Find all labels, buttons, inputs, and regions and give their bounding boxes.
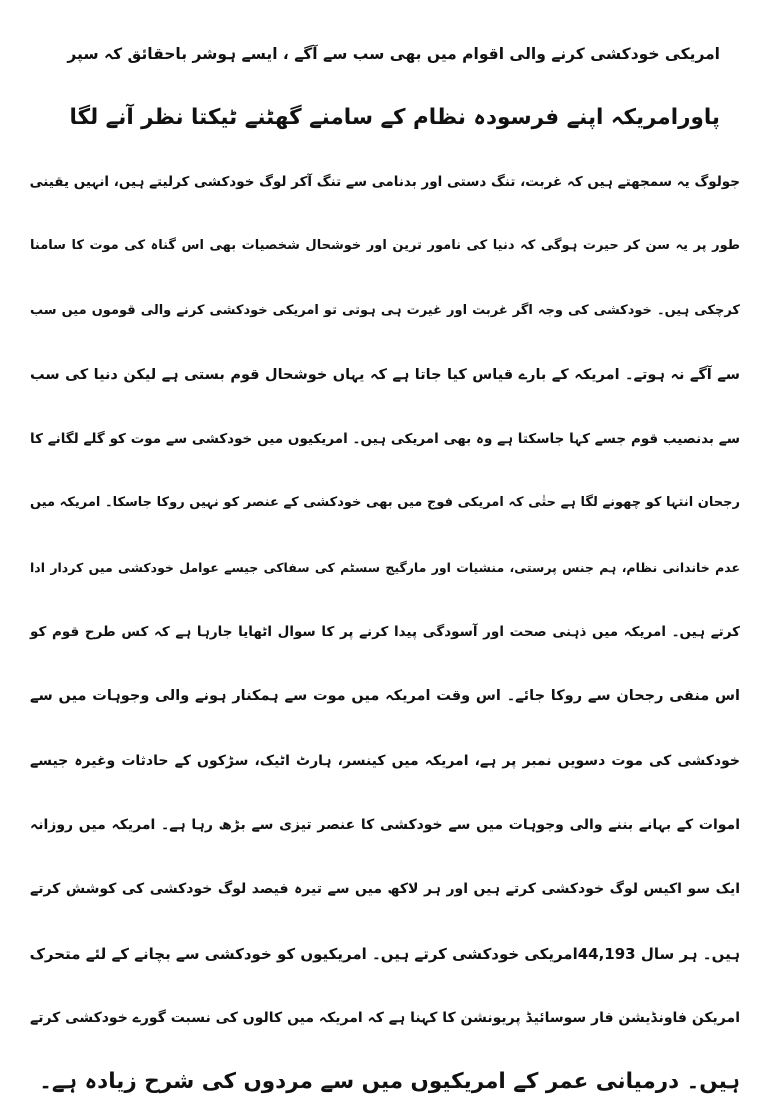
body-line: ہیں۔ ہر سال 44,193امریکی خودکشی کرتے ہیں۔ امریکیوں کو خودکشی سے بچانے کے لئے متحرک	[29, 944, 740, 963]
article-body	[30, 150, 740, 1114]
body-line: ایک سو اکیس لوگ خودکشی کرتے ہیں اور ہر لاکھ میں سے تیرہ فیصد لوگ خودکشی کی کوشش کرتے	[30, 881, 740, 898]
body-line: عدم خاندانی نظام، ہم جنس پرستی، منشیات اور مارگیج سسٹم کی سفاکی جیسے عوامل خودکشی میں کردار ادا	[30, 559, 740, 575]
body-line: کرچکی ہیں۔ خودکشی کی وجہ اگر غربت اور غیرت ہی ہوتی تو امریکی خودکشی کرنے والی قوموں میں سب	[30, 302, 740, 318]
body-line: امریکن فاونڈیشن فار سوسائیڈ پریونشن کا کہنا ہے کہ امریکہ میں کالوں کی نسبت گورے خودکشی کرتے	[30, 1009, 740, 1026]
body-line: سے آگے نہ ہوتے۔ امریکہ کے بارے قیاس کیا جاتا ہے کہ یہاں خوشحال قوم بستی ہے لیکن دنیا کی سب	[30, 366, 740, 383]
article-headline	[60, 22, 720, 150]
body-line: سے بدنصیب قوم جسے کہا جاسکتا ہے وہ بھی امریکی ہیں۔ امریکیوں میں خودکشی سے موت کو گلے لگانے کا	[30, 431, 740, 448]
body-line: اموات کے بہانے بننے والی وجوہات میں سے خودکشی کا عنصر تیزی سے بڑھ رہا ہے۔ امریکہ میں روزانہ	[30, 816, 740, 833]
body-line: رجحان انتہا کو چھونے لگا ہے حتٰی کہ امریکی فوج میں بھی خودکشی کے عنصر کو نہیں روکا جاسکا۔ امریکہ میں	[30, 495, 740, 511]
headline-line: پاورامریکہ اپنے فرسودہ نظام کے سامنے گھٹنے ٹیکتا نظر آنے لگا	[69, 105, 720, 130]
body-line: کرتے ہیں۔ امریکہ میں ذہنی صحت اور آسودگی پیدا کرنے پر کا سوال اٹھایا جارہا ہے کہ کس طرح قوم کو	[30, 624, 740, 641]
body-line: طور پر یہ سن کر حیرت ہوگی کہ دنیا کی نامور ترین اور خوشحال شخصیات بھی اس گناہ کی موت کا سامنا	[30, 238, 740, 254]
body-line: ہیں۔ درمیانی عمر کے امریکیوں میں سے مردوں کی شرح زیادہ ہے۔	[39, 1069, 740, 1095]
body-line: اس منفی رجحان سے روکا جائے۔ اس وقت امریکہ میں موت سے ہمکنار ہونے والی وجوہات میں سے	[30, 688, 740, 705]
headline-line: امریکی خودکشی کرنے والی اقوام میں بھی سب سے آگے ، ایسے ہوشر باحقائق کہ سپر	[67, 45, 720, 63]
body-line: جولوگ یہ سمجھتے ہیں کہ غربت، تنگ دستی اور بدنامی سے تنگ آکر لوگ خودکشی کرلیتے ہیں، انہیں یقینی	[29, 174, 740, 190]
body-line: خودکشی کی موت دسویں نمبر پر ہے، امریکہ میں کینسر، ہارٹ اٹیک، سڑکوں کے حادثات وغیرہ جیسے	[30, 752, 740, 769]
